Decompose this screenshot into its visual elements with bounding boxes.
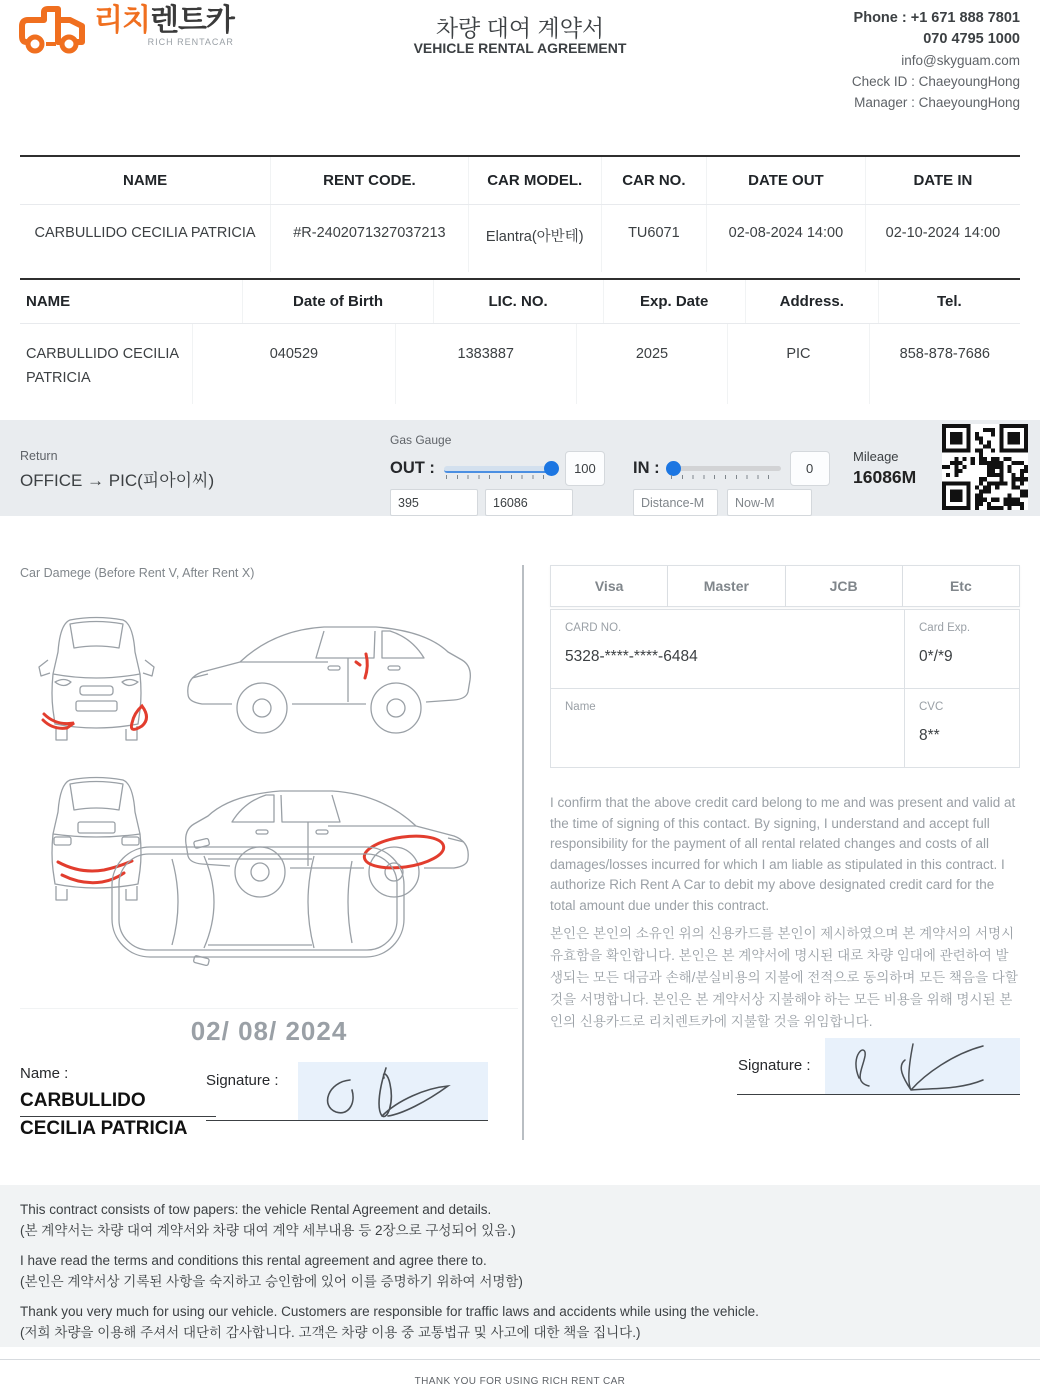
card-number-label: CARD NO.: [565, 622, 622, 634]
note-1-english: This contract consists of tow papers: the vehicle Rental Agreement and details.: [20, 1202, 492, 1217]
rent-table-header: [20, 157, 1020, 205]
driver-table-row: [20, 324, 1020, 404]
col-date-in: DATE IN: [865, 157, 1020, 204]
car-front-view-diagram: [34, 602, 159, 762]
signature-left-pad[interactable]: [298, 1062, 488, 1120]
signature-right-label: Signature :: [738, 1057, 811, 1074]
truck-logo-icon: [18, 6, 90, 56]
card-number-value: 5328-****-****-6484: [565, 648, 698, 665]
car-damage-section: [20, 560, 518, 1145]
col-date-out: DATE OUT: [706, 157, 865, 204]
credit-card-section: [550, 565, 1020, 1140]
driver-tel: 858-878-7686: [869, 324, 1020, 404]
signature-left-scribble: [298, 1062, 488, 1120]
car-left-side-view-diagram: [178, 598, 478, 758]
driver-dob: 040529: [192, 324, 395, 404]
agreement-date: 02/ 08/ 2024: [190, 1016, 348, 1046]
card-exp-cell[interactable]: [905, 610, 1019, 688]
return-route: OFFICE → PIC(피아이씨): [20, 471, 215, 490]
card-type-etc[interactable]: Etc: [903, 565, 1020, 607]
driver-name: CARBULLIDO CECILIA PATRICIA: [26, 346, 179, 386]
card-type-master[interactable]: Master: [668, 565, 785, 607]
signature-left-label: Signature :: [206, 1072, 279, 1089]
col-car-model: CAR MODEL.: [468, 157, 601, 204]
card-cvc-value: 8**: [919, 727, 940, 744]
page-title-english: VEHICLE RENTAL AGREEMENT: [413, 40, 627, 56]
section-divider: [522, 565, 524, 1140]
contact-email: info@skyguam.com: [901, 53, 1020, 68]
note-3-english: Thank you very much for using our vehicle. Customers are responsible for traffic laws and accidents while using the vehicle.: [20, 1304, 759, 1319]
footer-text: THANK YOU FOR USING RICH RENT CAR: [414, 1376, 626, 1387]
logo-subtext: RICH RENTACAR: [147, 37, 234, 47]
card-holder-name-label: Name: [565, 701, 596, 713]
gas-out-slider-thumb[interactable]: [544, 461, 559, 476]
date-out: 02-08-2024 14:00: [706, 205, 865, 272]
note-item: [20, 1199, 1040, 1241]
col-driver-name: NAME: [26, 293, 71, 310]
logo-text-rich: 리치: [94, 4, 150, 37]
card-cvc-label: CVC: [919, 701, 944, 713]
card-type-visa[interactable]: Visa: [550, 565, 668, 607]
date-separator-line: [20, 1008, 518, 1009]
note-3-korean: (저희 차량을 이용해 주셔서 대단히 감사합니다. 고객은 차량 이용 중 교통법규 및 사고에 대한 책을 집니다.): [20, 1325, 641, 1340]
car-model: Elantra(아반테): [468, 205, 601, 272]
driver-info-table: [20, 278, 1020, 404]
car-top-view-diagram: [108, 838, 408, 966]
card-number-cell[interactable]: [551, 610, 905, 688]
date-in: 02-10-2024 14:00: [865, 205, 1020, 272]
col-car-no: CAR NO.: [601, 157, 706, 204]
gas-in-slider-thumb[interactable]: [666, 461, 681, 476]
note-1-korean: (본 계약서는 차량 대여 계약서와 차량 대여 계약 세부내용 등 2장으로 구성되어 있음.): [20, 1223, 516, 1238]
gas-in-value[interactable]: 0: [790, 451, 830, 486]
car-damage-label: Car Damege (Before Rent V, After Rent X): [20, 566, 255, 580]
distance-in-input[interactable]: [633, 489, 718, 516]
contact-phone-2: 070 4795 1000: [923, 31, 1020, 47]
brand-logo: [18, 6, 234, 56]
gas-out-control: [390, 451, 605, 486]
rent-table-row: [20, 205, 1020, 272]
customer-name-line1: CARBULLIDO: [20, 1090, 146, 1111]
gas-in-label: IN :: [633, 459, 660, 477]
col-address: Address.: [745, 280, 878, 323]
col-exp-date: Exp. Date: [603, 280, 745, 323]
card-cvc-cell[interactable]: [905, 689, 1019, 767]
gas-gauge-label: Gas Gauge: [390, 433, 452, 447]
contact-phone-1: Phone : +1 671 888 7801: [853, 10, 1020, 26]
car-no: TU6071: [601, 205, 706, 272]
page-title-korean: 차량 대여 계약서: [435, 15, 605, 41]
gas-in-control: [633, 451, 830, 486]
footer-divider: [0, 1359, 1040, 1360]
mileage-value: 16086M: [853, 467, 917, 487]
gas-out-slider[interactable]: [444, 459, 556, 479]
note-2-korean: (본인은 계약서상 기록된 사항을 숙지하고 승인함에 있어 이를 증명하기 위하여 서명함): [20, 1274, 523, 1289]
distance-out-input[interactable]: [390, 489, 478, 516]
gas-out-value[interactable]: 100: [565, 451, 605, 486]
card-type-row: [550, 565, 1020, 607]
driver-table-header: [20, 280, 1020, 324]
customer-name-underline: [20, 1116, 216, 1117]
col-name: NAME: [122, 172, 168, 189]
contact-check-id: Check ID : ChaeyoungHong: [851, 74, 1020, 89]
note-item: [20, 1301, 1040, 1343]
contact-info: [852, 8, 1020, 113]
gas-in-slider-track[interactable]: [669, 466, 781, 471]
col-dob: Date of Birth: [242, 280, 432, 323]
contact-manager: Manager : ChaeyoungHong: [854, 95, 1020, 110]
now-out-input[interactable]: [485, 489, 573, 516]
renter-name: CARBULLIDO CECILIA PATRICIA: [34, 225, 256, 241]
signature-right-underline: [737, 1094, 1020, 1095]
gas-out-label: OUT :: [390, 459, 435, 477]
note-item: [20, 1250, 1040, 1292]
signature-right-pad[interactable]: [825, 1038, 1020, 1094]
card-exp-value: 0*/*9: [919, 648, 953, 665]
out-odometer-inputs: [390, 489, 573, 516]
gas-out-slider-track[interactable]: [444, 466, 556, 473]
terms-notes-box: [0, 1185, 1040, 1347]
col-tel: Tel.: [878, 280, 1020, 323]
driver-lic-no: 1383887: [395, 324, 576, 404]
gas-out-slider-ticks: [446, 475, 554, 479]
card-type-jcb[interactable]: JCB: [786, 565, 903, 607]
col-rent-code: RENT CODE.: [270, 157, 468, 204]
customer-name-line2: CECILIA PATRICIA: [20, 1118, 188, 1139]
return-gauge-bar: [0, 420, 1040, 516]
driver-exp-date: 2025: [576, 324, 727, 404]
logo-text-rentcar: 렌트카: [149, 4, 234, 37]
card-holder-name-cell[interactable]: [551, 689, 905, 767]
card-confirmation-english: I confirm that the above credit card belong to me and was present and valid at the time of signing of this contact. By signing, I understand and accept full responsibility for the payment of all rental related changes and costs of all damages/losses incurred for which I am liable as stipulated in this contract. I authorize Rich Rent A Car to debit my above designated credit card for the total amount due under this contract.: [550, 795, 1016, 913]
signature-left-underline: [206, 1120, 488, 1121]
note-2-english: I have read the terms and conditions this rental agreement and agree there to.: [20, 1253, 487, 1268]
gas-in-slider[interactable]: [669, 459, 781, 479]
signature-right-scribble: [825, 1038, 1020, 1094]
card-confirmation-korean: 본인은 본인의 소유인 위의 신용카드를 본인이 제시하였으며 본 계약서의 서명시 유효함을 확인합니다. 본인은 본 계약서에 명시된 대로 차량 임대에 관련하여 발생되는 모든 대금과 손해/분실비용의 지불에 전적으로 동의하며 모든 책음을 다할 것을 서명합니다. 본인은 본 계약서상 지불해야 하는 모든 비용을 위해 명시된 본인의 신용카드로 리치렌트카에 지불할 것을 위임합니다.: [550, 926, 1018, 1029]
card-exp-label: Card Exp.: [919, 622, 971, 634]
driver-address: PIC: [727, 324, 868, 404]
now-in-input[interactable]: [727, 489, 812, 516]
customer-name-label: Name :: [20, 1065, 69, 1082]
rent-code: #R-2402071327037213: [270, 205, 468, 272]
damage-mark-front: [43, 706, 147, 729]
col-lic-no: LIC. NO.: [433, 280, 603, 323]
mileage-label: Mileage: [853, 449, 899, 464]
rent-info-table: [20, 155, 1020, 272]
gas-in-slider-ticks: [671, 475, 779, 479]
card-detail-table: [550, 609, 1020, 768]
qr-code: [942, 424, 1028, 510]
return-label: Return: [20, 449, 58, 463]
in-odometer-inputs: [633, 489, 812, 516]
